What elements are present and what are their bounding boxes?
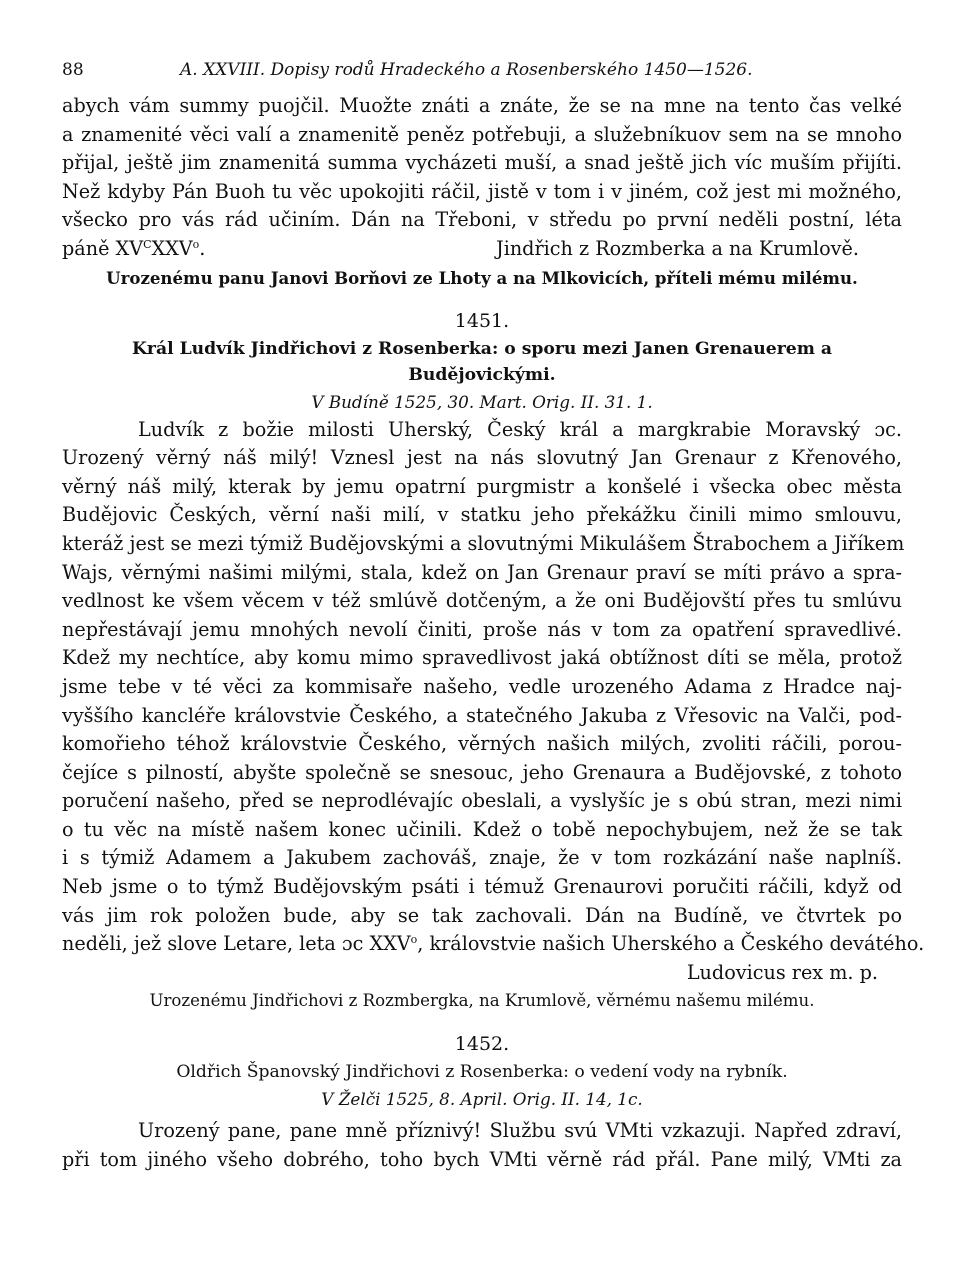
text-line: kteráž jest se mezi týmiž Budějovskými a slovutnými Mikulášem Štrabochem a Jiříkem [62, 531, 905, 555]
text-line: abych vám summy puojčil. Muožte znáti a znáte, že se na mne na tento čas velké [62, 94, 902, 117]
text-line: Ludvík z božie milosti Uherský, Český král a margkrabie Moravský ɔc. [138, 417, 902, 441]
text-superscript: o [410, 933, 418, 947]
text-line: Budějovic Českých, věrní naši milí, v statku jeho překážku činili mimo smlouvu, [62, 503, 902, 527]
document-number: 1452. [454, 1033, 510, 1056]
text-line: čejíce s pilností, abyšte společně se snesouc, jeho Grenaura a Budějovské, z tohoto [62, 760, 902, 784]
date-and-signature-line [62, 235, 902, 264]
text-line: vyššího kancléře královstvie Českého, a statečného Jakuba z Vřesovic na Valči, pod- [62, 703, 902, 727]
place-date: V Želči 1525, 8. April. Orig. II. 14, 1c. [321, 1089, 643, 1110]
page-number: 88 [62, 60, 84, 80]
text-line: Kdež my nechtíce, aby komu mimo spravedlivost jaká obtížnost díti se měla, protož [62, 646, 902, 670]
text-line: vás jim rok položen bude, aby se tak zachovali. Dán na Budíně, ve čtvrtek po [62, 903, 902, 927]
letter-address: Urozenému panu Janovi Borňovi ze Lhoty a na Mlkovicích, příteli mému milému. [106, 267, 858, 288]
date-part: . [199, 236, 206, 260]
text-line: o tu věc na místě našem konec učinili. Kdež o tobě nepochybujem, než že se tak [62, 817, 902, 841]
document-summary: Král Ludvík Jindřichovi z Rosenberka: o sporu mezi Janen Grenauerem a Budějovickými. [131, 338, 833, 385]
signature: Jindřich z Rozmberka a na Krumlově. [496, 236, 859, 260]
text-line: poručení našeho, před se neprodlévajíc obeslali, a vyslyšíc je s obú stran, mezi nimi [62, 789, 902, 813]
text-part: neděli, jež slove Letare, leta ɔc XXV [62, 932, 411, 956]
text-line: vedlnost ke všem věcem v též smlúvě dotčeným, a že oni Budějovští přes tu smlúvu [62, 589, 902, 613]
text-line: přijal, ještě jim znamenitá summa vycházeti muší, a snad ještě jich víc muším přijíti. [62, 151, 902, 175]
document-summary: Oldřich Španovský Jindřichovi z Rosenberka: o vedení vody na rybník. [176, 1062, 788, 1083]
document-number: 1451. [454, 309, 510, 332]
page-header [62, 52, 902, 86]
text-line: Neb jsme o to týmž Budějovským psáti i témuž Grenaurovi poručiti ráčili, když od [62, 875, 902, 899]
text-line: komořieho téhož královstvie Českého, věrných našich milých, zvoliti ráčili, porou- [62, 732, 902, 756]
text-line: všecko pro vás rád učiním. Dán na Třeboni, v středu po první neděli postní, léta [62, 208, 902, 232]
text-part: , královstvie našich Uherského a Českého devátého. [417, 932, 925, 956]
letter-address: Urozenému Jindřichovi z Rozmbergka, na Krumlově, věrnému našemu milému. [149, 991, 815, 1011]
text-line: i s týmiž Adamem a Jakubem zachováš, znaje, že v tom rozkázání naše naplníš. [62, 846, 902, 870]
text-line: Než kdyby Pán Buoh tu věc upokojiti ráčil, jistě v tom i v jiném, což jest mi možného, [62, 179, 902, 203]
text-line-with-superscript [62, 930, 925, 959]
text-line: jsme tebe v té věci za kommisaře našeho, vedle urozeného Adama z Hradce naj- [62, 674, 902, 698]
date-part: páně XV [62, 236, 144, 260]
text-line: Wajs, věrnými našimi milými, stala, kdež on Jan Grenaur praví se míti právo a spra- [62, 560, 902, 584]
document-1452 [62, 1029, 902, 1174]
date-superscript: C [143, 237, 152, 251]
date-part: XXV [151, 236, 193, 260]
text-line: Urozený věrný náš milý! Vznesl jest na nás slovutný Jan Grenaur z Křenového, [62, 446, 902, 470]
document-1451 [62, 306, 925, 1016]
text-line: věrný náš milý, kterak by jemu opatrní purgmistr a konšelé i všecka obec města [62, 474, 902, 498]
date-superscript: o [192, 237, 200, 251]
signature: Ludovicus rex m. p. [686, 960, 878, 984]
text-line: při tom jiného všeho dobrého, toho bych VMti věrně rád přál. Pane milý, VMti za [62, 1148, 902, 1172]
letter-1450-continuation [62, 92, 902, 292]
date-text [62, 235, 205, 264]
text-line: Urozený pane, pane mně příznivý! Službu svú VMti vzkazuji. Napřed zdraví, [138, 1119, 902, 1143]
document-page [62, 52, 925, 1175]
text-line: nepřestávají jemu mnohých nevolí činiti, proše nás v tom za opatření spravedlivé. [62, 617, 902, 641]
running-title: A. XXVIII. Dopisy rodů Hradeckého a Rosenberského 1450—1526. [180, 60, 753, 80]
place-date: V Budíně 1525, 30. Mart. Orig. II. 31. 1. [311, 391, 653, 412]
text-line: a znamenité věci valí a znamenitě peněz potřebuji, a služebníkuov sem na se mnoho [62, 122, 902, 146]
